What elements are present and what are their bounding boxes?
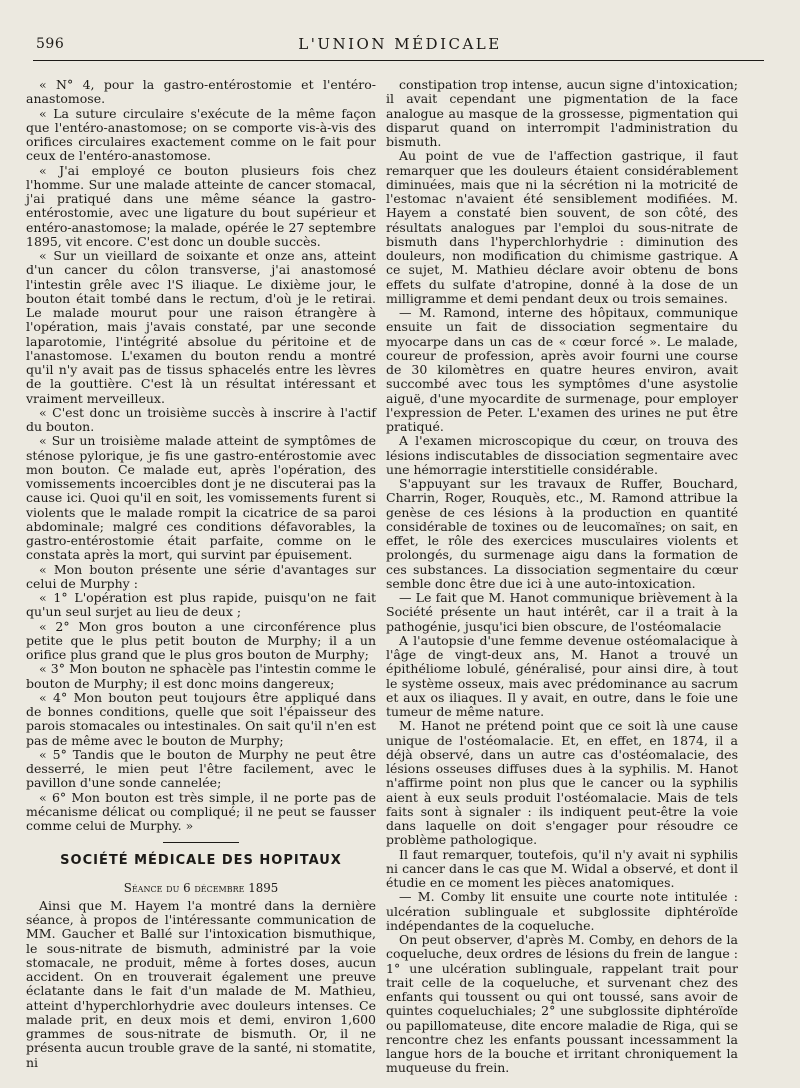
paragraph: A l'examen microscopique du cœur, on trouva des lésions indiscutables de dissociation segmentaire avec une hémorragie interstitielle considérable. [386,433,738,477]
paragraph: « C'est donc un troisième succès à inscrire à l'actif du bouton. [26,404,376,434]
paragraph: « 5° Tandis que le bouton de Murphy ne peut être desserré, le mien peut l'être facilement, avec le pavillon d'une sonde cannelée; [26,746,376,791]
journal-title: L'UNION MÉDICALE [298,35,502,53]
paragraph: — M. Ramond, interne des hôpitaux, communique ensuite un fait de dissociation segmentaire du myocarpe dans un cas de « cœur forcé ». Le malade, coureur de profession, après avoir fourni une course de 30 kilomètres en quatre heures environ, avait succombé avec tous les symptômes d'une asystolie aiguë, d'une myocardite de surmenage, pour employer l'expression de Peter. L'examen des urines ne put être pratiqué. [386,305,738,434]
paragraph: A l'autopsie d'une femme devenue ostéomalacique à l'âge de vingt-deux ans, M. Hanot a trouvé un épithéliome lobulé, généralisé, pour ainsi dire, à tout le système osseux, mais avec prédominance au sacrum et aux os iliaques. Il y avait, en outre, dans le foie une tumeur de même nature. [386,632,738,719]
paragraph: — M. Comby lit ensuite une courte note intitulée : ulcération sublinguale et subglossite diphtéroïde indépendantes de la coqueluche. [386,889,738,933]
right-column [386,78,738,1076]
section-separator [163,842,239,843]
paragraph: « 4° Mon bouton peut toujours être appliqué dans de bonnes conditions, quelle que soit l'épaisseur des parois stomacales ou intestinales. On sait qu'il n'en est pas de même avec le bouton de Murphy; [26,689,376,748]
paragraph: « 2° Mon gros bouton a une circonférence plus petite que le plus petit bouton de Murphy; il a un orifice plus grand que le plus gros bouton de Murphy; [26,618,376,662]
seance-date: Séance du 6 décembre 1895 [123,880,279,895]
header-rule [33,60,764,61]
page-number: 596 [36,36,65,52]
left-column [26,78,376,1070]
paragraph: S'appuyant sur les travaux de Ruffer, Bouchard, Charrin, Roger, Rouquès, etc., M. Ramond attribue la genèse de ces lésions à la production en quantité considérable de toxines ou de leucomaïnes; on sait, en effet, le rôle des exercices musculaires violents et prolongés, du surmenage aigu dans la formation de ces substances. La dissociation segmentaire du cœur semble donc être due ici à une auto-intoxication. [386,476,738,591]
paragraph: « La suture circulaire s'exécute de la même façon que l'entéro-anastomose; on se comporte vis-à-vis des orifices circulaires exactement comme on le fait pour ceux de l'entéro-anastomose. [26,105,376,164]
paragraph: « Sur un troisième malade atteint de symptômes de sténose pylorique, je fis une gastro-entérostomie avec mon bouton. Ce malade eut, après l'opération, des vomissements incoercibles dont je ne discuterai pas la cause ici. Quoi qu'il en soit, les vomissements furent si violents que le malade rompit la cicatrice de sa paroi abdominale; malgré ces conditions défavorables, la gastro-entérostomie était parfaite, comme on le constata après la mort, qui survint par épuisement. [26,433,376,563]
paragraph: « Mon bouton présente une série d'avantages sur celui de Murphy : [26,561,376,591]
section-heading: SOCIÉTÉ MÉDICALE DES HOPITAUX [60,853,342,869]
paragraph: constipation trop intense, aucun signe d'intoxication; il avait cependant une pigmentation de la face analogue au masque de la grossesse, pigmentation qui disparut quand on interrompit l'administration du bismuth. [386,77,738,149]
paragraph: M. Hanot ne prétend point que ce soit là une cause unique de l'ostéomalacie. Et, en effet, en 1874, il a déjà observé, dans un autre cas d'ostéomalacie, des lésions osseuses diffuses dues à la syphilis. M. Hanot n'affirme point non plus que le cancer ou la syphilis aient à eux seuls produit l'ostéomalacie. Mais de tels faits sont à signaler : ils indiquent peut-être la voie dans laquelle on doit s'engager pour résoudre ce problème pathologique. [386,718,738,848]
paragraph: « 1° L'opération est plus rapide, puisqu'on ne fait qu'un seul surjet au lieu de deux ; [26,590,376,620]
paragraph: « Sur un vieillard de soixante et onze ans, atteint d'un cancer du côlon transverse, j'ai anastomosé l'intestin grêle avec l'S iliaque. Le dixième jour, le bouton était tombé dans le rectum, d'où je le retirai. Le malade mourut pour une raison étrangère à l'opération, mais j'avais constaté, par une seconde laparotomie, l'intégrité absolue du péritoine et de l'anastomose. L'examen du bouton rendu a montré qu'il n'y avait pas de tissus sphacelés entre les lèvres de la gouttière. C'est là un résultat intéressant et vraiment merveilleux. [26,248,376,406]
paragraph: — Le fait que M. Hanot communique brièvement à la Société présente un haut intérêt, car il a trait à la pathogénie, jusqu'ici bien obscure, de l'ostéomalacie [386,590,738,634]
paragraph: « 3° Mon bouton ne sphacèle pas l'intestin comme le bouton de Murphy; il est donc moins dangereux; [26,661,376,691]
paragraph: Ainsi que M. Hayem l'a montré dans la dernière séance, à propos de l'intéressante communication de MM. Gaucher et Ballé sur l'intoxication bismuthique, le sous-nitrate de bismuth, administré par la voie stomacale, ne produit, même à fortes doses, aucun accident. On en trouverait également une preuve éclatante dans le fait d'un malade de M. Mathieu, atteint d'hyperchlorhydrie avec douleurs intenses. Ce malade prit, en deux mois et demi, environ 1,600 grammes de sous-nitrate de bismuth. Or, il ne présenta aucun trouble grave de la santé, ni stomatite, ni [26,897,376,1070]
paragraph: « N° 4, pour la gastro-entérostomie et l'entéro-anastomose. [26,77,376,107]
paragraph: On peut observer, d'après M. Comby, en dehors de la coqueluche, deux ordres de lésions du frein de langue : 1° une ulcération sublinguale, rappelant trait pour trait celle de la coqueluche, et survenant chez des enfants qui toussent ou qui ont toussé, sans avoir de quintes coqueluchiales; 2° une subglossite diphtéroïde ou papillomateuse, dite encore maladie de Riga, qui se rencontre chez les enfants poussant incessamment la langue hors de la bouche et irritant chroniquement la muqueuse du frein. [386,932,738,1076]
paragraph: Au point de vue de l'affection gastrique, il faut remarquer que les douleurs étaient considérablement diminuées, mais que ni la sécrétion ni la motricité de l'estomac n'avaient été sensiblement modifiées. M. Hayem a constaté bien souvent, de son côté, des résultats analogues par l'emploi du sous-nitrate de bismuth dans l'hyperchlorhydrie : diminution des douleurs, non modification du chimisme gastrique. A ce sujet, M. Mathieu déclare avoir obtenu de bons effets du sulfate d'atropine, donné à la dose de un milligramme et demi pendant deux ou trois semaines. [386,148,738,306]
paragraph: Il faut remarquer, toutefois, qu'il n'y avait ni syphilis ni cancer dans le cas que M. Widal a observé, et dont il étudie en ce moment les pièces anatomiques. [386,846,738,890]
paragraph: « 6° Mon bouton est très simple, il ne porte pas de mécanisme délicat ou compliqué; il ne peut se fausser comme celui de Murphy. » [26,789,376,833]
paragraph: « J'ai employé ce bouton plusieurs fois chez l'homme. Sur une malade atteinte de cancer stomacal, j'ai pratiqué dans une même séance la gastro-entérostomie, avec une ligature du bout supérieur et entéro-anastomose; la malade, opérée le 27 septembre 1895, vit encore. C'est donc un double succès. [26,162,376,249]
